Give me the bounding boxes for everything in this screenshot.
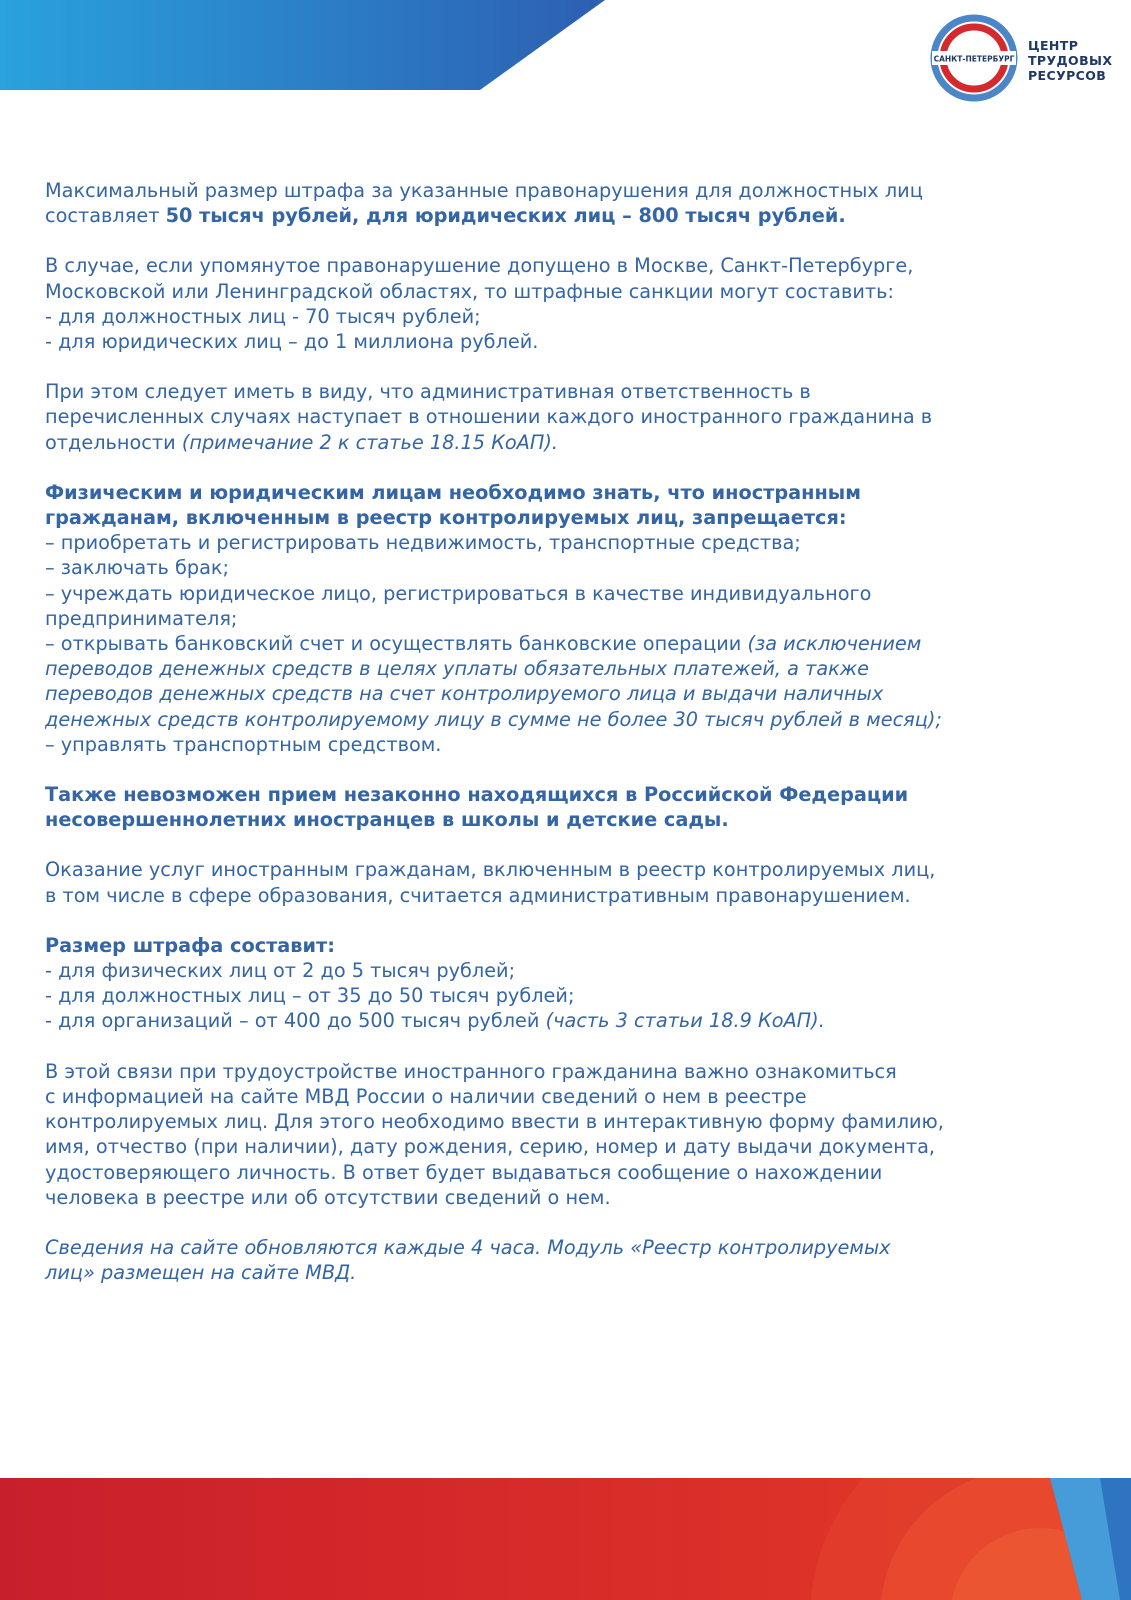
- list-item: – учреждать юридическое лицо, регистрироваться в качестве индивидуального: [45, 581, 872, 605]
- paragraph-max-fine: [45, 178, 1095, 228]
- document-body: [45, 178, 1095, 1310]
- heading-line: [45, 807, 1095, 832]
- text-line: Максимальный размер штрафа за указанные правонарушения для должностных лиц: [45, 179, 923, 202]
- italic-text: переводов денежных средств на счет контролируемого лица и выдачи наличных: [45, 682, 884, 706]
- paragraph-services: [45, 857, 1095, 907]
- italic-text: Сведения на сайте обновляются каждые 4 часа. Модуль «Реестр контролируемых: [45, 1235, 891, 1259]
- text-line: удостоверяющего личность. В ответ будет выдаваться сообщение о нахождении: [45, 1160, 883, 1184]
- heading-line: [45, 480, 1095, 505]
- heading-line: [45, 782, 1095, 807]
- text-line: [45, 707, 1095, 732]
- list-item: – заключать брак;: [45, 556, 230, 580]
- text-line: перечисленных случаях наступает в отношении каждого иностранного гражданина в: [45, 405, 933, 429]
- list-item: – управлять транспортным средством.: [45, 732, 442, 756]
- text-line: В этой связи при трудоустройстве иностранного гражданина важно ознакомиться: [45, 1059, 897, 1083]
- text-line: человека в реестре или об отсутствии сведений о нем.: [45, 1185, 611, 1209]
- logo: [930, 14, 1125, 104]
- heading-line: [45, 505, 1095, 530]
- text-line: В случае, если упомянутое правонарушение допущено в Москве, Санкт-Петербурге,: [45, 254, 914, 278]
- text-line: [45, 430, 1095, 455]
- italic-text: денежных средств контролируемому лицу в сумме не более 30 тысяч рублей в месяц);: [45, 707, 942, 731]
- list-item: [45, 631, 1095, 656]
- logo-line-1: ЦЕНТР: [1028, 38, 1079, 53]
- italic-text: (за исключением: [747, 632, 922, 656]
- text-line: предпринимателя;: [45, 606, 238, 630]
- list-item: - для юридических лиц – до 1 миллиона рублей.: [45, 330, 539, 354]
- text-line: [45, 681, 1095, 706]
- text-line: [45, 203, 1095, 228]
- text-line: [45, 656, 1095, 681]
- logo-line-3: РЕСУРСОВ: [1028, 68, 1107, 83]
- bold-text: Размер штрафа составит:: [45, 933, 335, 957]
- paragraph-prohibitions: [45, 480, 1095, 757]
- heading-line: [45, 933, 1095, 958]
- text-span: составляет: [45, 204, 166, 228]
- bold-text: несовершеннолетних иностранцев в школы и детские сады.: [45, 808, 729, 832]
- text-span: отдельности: [45, 430, 182, 454]
- list-item: [45, 1008, 1095, 1033]
- text-line: контролируемых лиц. Для этого необходимо ввести в интерактивную форму фамилию,: [45, 1110, 944, 1134]
- bold-text: Физическим и юридическим лицам необходимо знать, что иностранным: [45, 480, 861, 504]
- paragraph-responsibility: [45, 379, 1095, 455]
- bold-text: 50 тысяч рублей, для юридических лиц – 800 тысяч рублей.: [165, 204, 846, 228]
- list-item: - для должностных лиц – от 35 до 50 тысяч рублей;: [45, 984, 575, 1008]
- text-line: [45, 1235, 1095, 1260]
- paragraph-registry-check: [45, 1059, 1095, 1210]
- paragraph-update-note: [45, 1235, 1095, 1285]
- text-line: При этом следует иметь в виду, что административная ответственность в: [45, 380, 811, 404]
- list-item: - для физических лиц от 2 до 5 тысяч рублей;: [45, 959, 516, 983]
- text-line: имя, отчество (при наличии), дату рождения, серию, номер и дату выдачи документа,: [45, 1135, 936, 1159]
- text-line: [45, 1260, 1095, 1285]
- logo-ring-text: САНКТ-ПЕТЕРБУРГ: [933, 54, 1015, 64]
- text-span: – открывать банковский счет и осуществлять банковские операции: [45, 632, 748, 656]
- italic-text: переводов денежных средств в целях уплаты обязательных платежей, а также: [45, 657, 870, 681]
- paragraph-schools: [45, 782, 1095, 832]
- bottom-banner: [0, 1478, 1131, 1600]
- paragraph-moscow-spb: [45, 253, 1095, 354]
- logo-text: [1028, 38, 1112, 83]
- text-line: с информацией на сайте МВД России о наличии сведений о нем в реестре: [45, 1084, 807, 1108]
- text-line: Оказание услуг иностранным гражданам, включенным в реестр контролируемых лиц,: [45, 858, 936, 882]
- text-line: в том числе в сфере образования, считается административным правонарушением.: [45, 883, 911, 907]
- paragraph-fine-size: [45, 933, 1095, 1034]
- italic-reference: (примечание 2 к статье 18.15 КоАП).: [181, 430, 559, 454]
- list-item: - для должностных лиц - 70 тысяч рублей;: [45, 304, 481, 328]
- text-span: - для организаций – от 400 до 500 тысяч рублей: [45, 1009, 546, 1033]
- bold-text: Также невозможен прием незаконно находящихся в Российской Федерации: [45, 783, 909, 807]
- logo-ring-icon: [930, 14, 1022, 104]
- logo-line-2: ТРУДОВЫХ: [1028, 53, 1113, 68]
- list-item: – приобретать и регистрировать недвижимость, транспортные средства;: [45, 531, 801, 555]
- italic-reference: (часть 3 статьи 18.9 КоАП).: [545, 1009, 825, 1033]
- bold-text: гражданам, включенным в реестр контролируемых лиц, запрещается:: [45, 506, 847, 530]
- italic-text: лиц» размещен на сайте МВД.: [45, 1261, 357, 1285]
- text-line: Московской или Ленинградской областях, то штрафные санкции могут составить:: [45, 279, 894, 303]
